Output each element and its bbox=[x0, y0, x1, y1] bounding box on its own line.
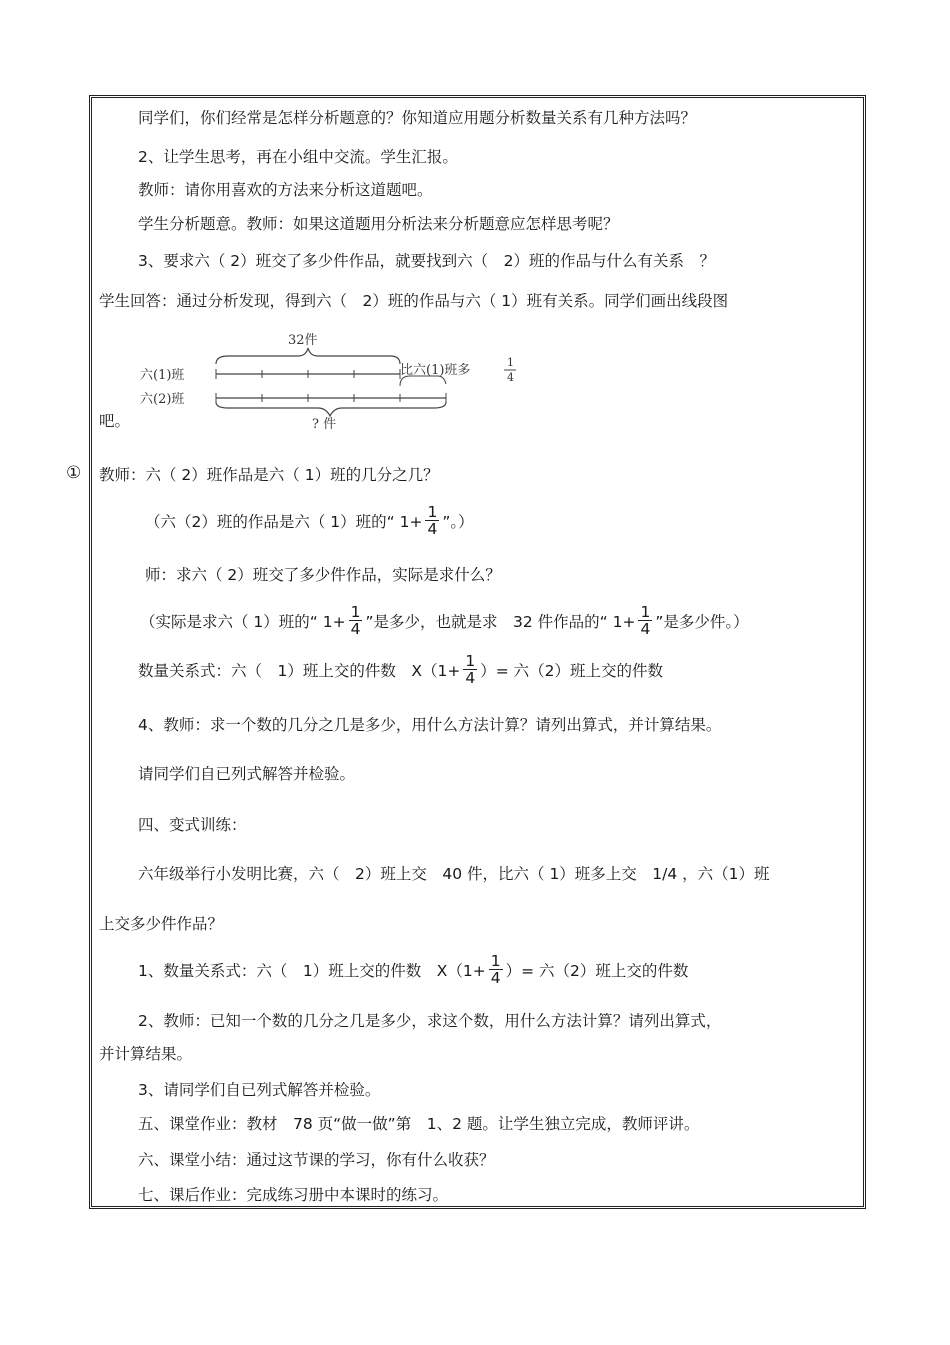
self-check-2: 3、请同学们自已列式解答并检验。 bbox=[138, 1081, 381, 1099]
fraction-1-4: $\frac{1}{4}$ bbox=[465, 652, 476, 687]
quantity-relation-2: 1、数量关系式：六（ 1）班上交的件数 X（1+ $\frac{1}{4}$ ）= 六（2）班上交的件数 bbox=[138, 952, 689, 987]
compare-label: 比六(1)班多 bbox=[400, 363, 471, 378]
fraction-1-4: $\frac{1}{4}$ bbox=[350, 603, 361, 638]
line-segment-diagram bbox=[138, 328, 528, 432]
step-4: 4、教师：求一个数的几分之几是多少，用什么方法计算？请列出算式，并计算结果。 bbox=[138, 716, 722, 734]
self-check-1: 请同学们自已列式解答并检验。 bbox=[138, 765, 356, 783]
fraction-1-4: $\frac{1}{4}$ bbox=[427, 503, 438, 538]
teacher-question-1: 教师：六（ 2）班作品是六（ 1）班的几分之几？ bbox=[99, 466, 439, 484]
student-answer: 学生回答：通过分析发现，得到六（ 2）班的作品与六（ 1）班有关系。同学们画出线段图 bbox=[99, 292, 729, 310]
fraction-1-4: $\frac{1}{4}$ bbox=[640, 603, 651, 638]
teacher-question-3: 2、教师：已知一个数的几分之几是多少，求这个数，用什么方法计算？请列出算式， bbox=[138, 1012, 722, 1030]
teacher-prompt: 教师：请你用喜欢的方法来分析这道题吧。 bbox=[138, 181, 433, 199]
variation-problem: 六年级举行小发明比赛，六（ 2）班上交 40 件，比六（ 1）班多上交 1/4 ，六（1）班 bbox=[138, 865, 770, 883]
circled-number-1: ① bbox=[66, 463, 82, 483]
step-2: 2、让学生思考，再在小组中交流。学生汇报。 bbox=[138, 148, 458, 166]
section-6-summary: 六、课堂小结：通过这节课的学习，你有什么收获？ bbox=[138, 1151, 495, 1169]
section-4-heading: 四、变式训练： bbox=[138, 816, 247, 834]
diagram-bottom-label: ? 件 bbox=[312, 417, 337, 432]
student-analysis: 学生分析题意。教师：如果这道题用分析法来分析题意应怎样思考呢？ bbox=[138, 215, 619, 233]
step-3: 3、要求六（ 2）班交了多少件作品，就要找到六（ 2）班的作品与什么有关系 ？ bbox=[138, 252, 716, 270]
diagram-top-label: 32件 bbox=[288, 333, 318, 348]
bottom-brace bbox=[216, 402, 446, 416]
teacher-question-3-cont: 并计算结果。 bbox=[99, 1045, 193, 1063]
paragraph-question: 同学们，你们经常是怎样分析题意的？你知道应用题分析数量关系有几种方法吗？ bbox=[138, 109, 697, 127]
answer-1: （六（2）班的作品是六（ 1）班的“ 1+ $\frac{1}{4}$ ”。） bbox=[145, 503, 474, 538]
row1-label: 六(1)班 bbox=[140, 368, 185, 383]
variation-problem-cont: 上交多少件作品？ bbox=[99, 915, 224, 933]
teacher-question-2: 师：求六（ 2）班交了多少件作品，实际是求什么？ bbox=[145, 566, 501, 584]
fraction-1-4: $\frac{1}{4}$ bbox=[490, 952, 501, 987]
row2-label: 六(2)班 bbox=[140, 392, 185, 407]
top-brace bbox=[216, 348, 400, 364]
diagram-caption: 吧。 bbox=[99, 412, 131, 430]
section-7-homework: 七、课后作业：完成练习册中本课时的练习。 bbox=[138, 1186, 449, 1204]
compare-frac-num: 1 bbox=[507, 356, 514, 369]
section-5-classwork: 五、课堂作业：教材 78 页“做一做”第 1、2 题。让学生独立完成，教师评讲。 bbox=[138, 1115, 700, 1133]
compare-frac-den: 4 bbox=[507, 371, 514, 384]
quantity-relation-1: 数量关系式：六（ 1）班上交的件数 X（1+ $\frac{1}{4}$ ）= 六（2）班上交的件数 bbox=[138, 652, 663, 687]
answer-2: （实际是求六（ 1）班的“ 1+ $\frac{1}{4}$ ”是多少，也就是求 32 件作品的“ 1+ $\frac{1}{4}$ ”是多少件。） bbox=[140, 603, 749, 638]
